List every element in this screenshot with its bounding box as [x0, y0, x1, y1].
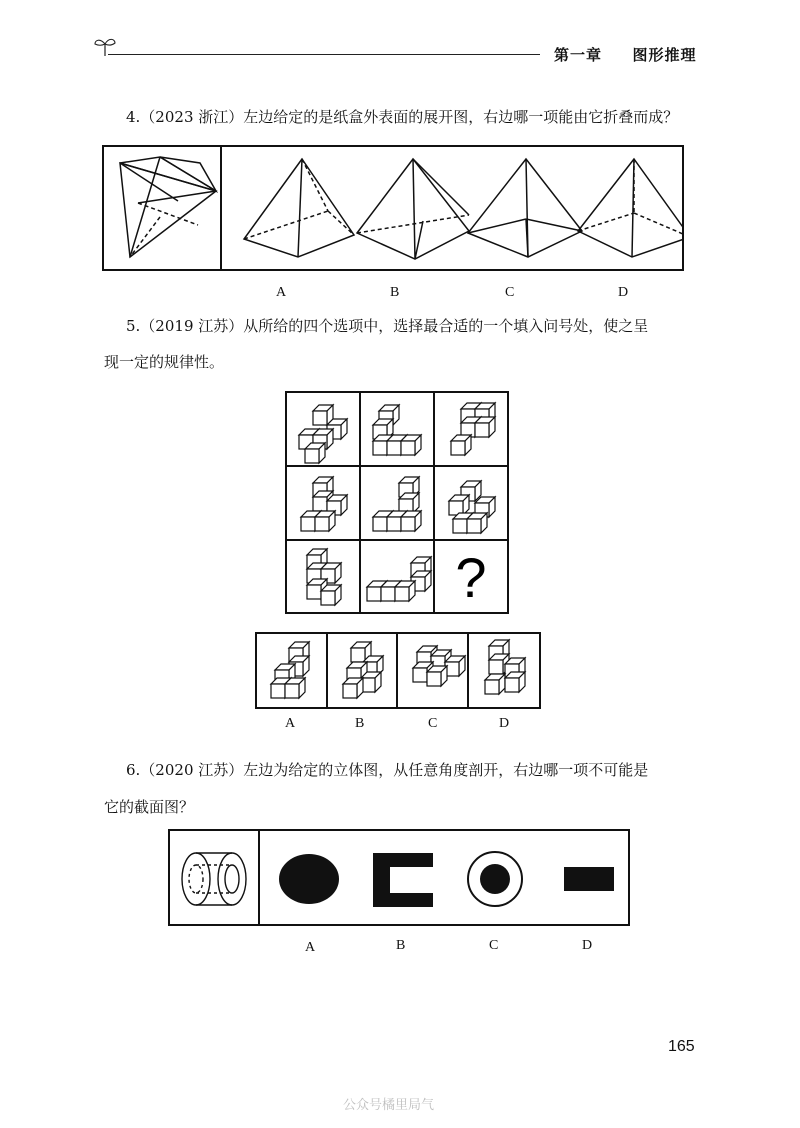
q6-option-c-shape	[468, 852, 522, 906]
cube-stack-icon	[373, 477, 421, 531]
q6-option-a-label: A	[305, 940, 316, 955]
q5-grid	[285, 391, 509, 614]
q4-figure	[102, 145, 684, 271]
chapter-title: 第一章	[554, 46, 603, 64]
q5-option-b-label: B	[355, 716, 365, 731]
q6-option-b-label: B	[396, 938, 406, 953]
q4-option-d-figure	[578, 159, 684, 257]
q4-option-c-label: C	[505, 285, 515, 300]
q6-option-d-label: D	[582, 938, 593, 953]
q6-option-d-shape	[564, 867, 614, 891]
q4-option-a-label: A	[276, 285, 287, 300]
q5-text-line1: 5.（2019 江苏）从所给的四个选项中，选择最合适的一个填入问号处，使之呈	[126, 317, 649, 335]
q5-option-d-label: D	[499, 716, 510, 731]
section-title: 图形推理	[632, 46, 697, 64]
q4-option-a-figure	[244, 159, 354, 257]
q5-option-a-label: A	[285, 716, 296, 731]
cube-stack-icon	[343, 642, 383, 698]
q4-option-b-figure	[357, 159, 469, 259]
cube-stack-icon	[301, 477, 347, 531]
q6-text-line2: 它的截面图？	[104, 798, 195, 816]
cylinder-icon	[182, 853, 246, 905]
q4-text: 4.（2023 浙江）左边给定的是纸盒外表面的展开图，右边哪一项能由它折叠而成？	[126, 108, 679, 126]
q6-option-b-shape	[373, 853, 433, 907]
cube-stack-icon	[449, 481, 495, 533]
header-rule	[108, 54, 540, 55]
q4-option-c-figure	[468, 159, 582, 257]
page-number: 165	[668, 1038, 695, 1055]
cube-stack-icon	[367, 557, 431, 601]
cube-stack-icon	[373, 405, 421, 455]
question-mark: ?	[455, 546, 487, 609]
chapter-header	[554, 44, 697, 65]
cube-stack-icon	[271, 642, 309, 698]
q6-figure	[168, 829, 630, 926]
cube-stack-icon	[451, 403, 495, 455]
q4-option-b-label: B	[390, 285, 400, 300]
cube-stack-icon	[413, 646, 465, 686]
q4-option-d-label: D	[618, 285, 629, 300]
q6-text-line1: 6.（2020 江苏）左边为给定的立体图，从任意角度剖开，右边哪一项不可能是	[126, 761, 649, 779]
cube-stack-icon	[299, 405, 347, 463]
cube-stack-icon	[485, 640, 525, 694]
q5-options	[255, 632, 541, 709]
q4-net	[120, 157, 216, 257]
q6-option-a-shape	[279, 854, 339, 904]
q5-option-c-label: C	[428, 716, 438, 731]
cube-stack-icon	[307, 549, 341, 605]
q6-option-c-label: C	[489, 938, 499, 953]
q5-text-line2: 现一定的规律性。	[104, 353, 225, 371]
watermark: 公众号橘里局气	[343, 1098, 435, 1113]
